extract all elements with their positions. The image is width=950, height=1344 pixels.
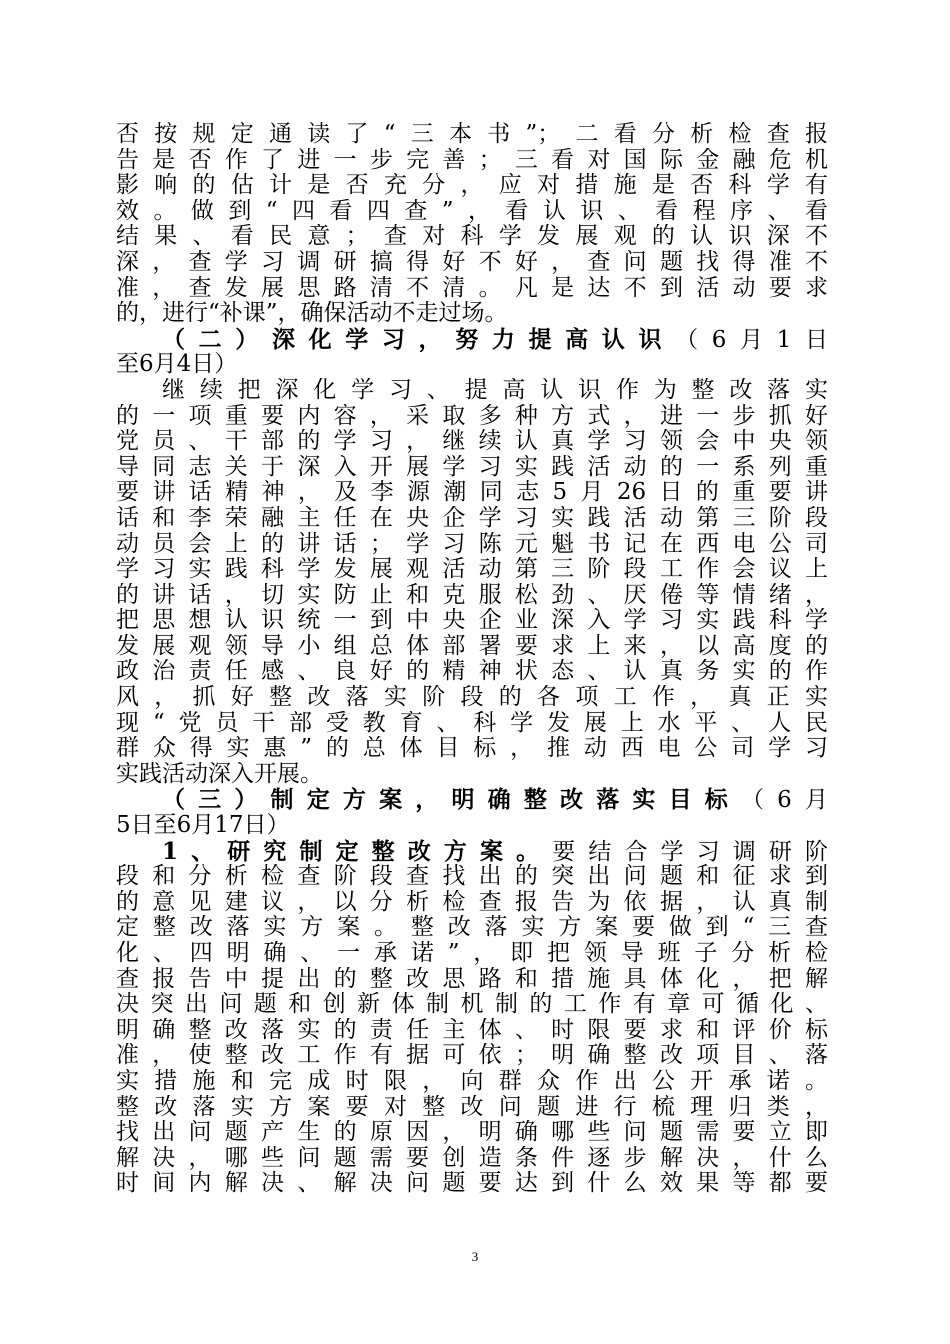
text-line: 深，查学习调研搞得好不好，查问题找得准不 — [116, 249, 828, 275]
text-line: 定整改落实方案。整改落实方案要做到“三查 — [116, 915, 828, 941]
heading-2-date: （6月1日 — [675, 326, 828, 353]
text-line: 告是否作了进一步完善；三看对国际金融危机 — [116, 147, 828, 173]
document-body — [116, 122, 828, 1197]
text-line: 解决，哪些问题需要创造条件逐步解决，什么 — [116, 1145, 828, 1171]
text-line: 时间内解决、解决问题要达到什么效果等都要 — [116, 1171, 828, 1197]
heading-3-title: （三）制定方案，明确整改落实目标 — [162, 787, 741, 814]
text-line: 查报告中提出的整改思路和措施具体化，把解 — [116, 966, 828, 992]
text-line: 结果、看民意；查对科学发展观的认识深不 — [116, 224, 828, 250]
text-line: 话和李荣融主任在央企学习实践活动第三阶段 — [116, 505, 828, 531]
text-line: 影响的估计是否充分，应对措施是否科学有 — [116, 173, 828, 199]
text-line: 风，抓好整改落实阶段的各项工作，真正实 — [116, 685, 828, 711]
paragraph-3-first-line — [116, 839, 828, 865]
text-line: 的，进行“补课”，确保活动不走过场。 — [116, 301, 508, 327]
text-line: 继续把深化学习、提高认识作为整改落实 — [162, 377, 828, 403]
text-line: 现“党员干部受教育、科学发展上水平、人民 — [116, 710, 828, 736]
section-heading-3 — [116, 787, 828, 813]
paragraph-2 — [116, 378, 828, 788]
subsection-lead: 1、研究制定整改方案。 — [162, 838, 553, 865]
text-line: 明确整改落实的责任主体、时限要求和评价标 — [116, 1017, 828, 1043]
text-line: 决突出问题和创新体制机制的工作有章可循化、 — [116, 992, 828, 1018]
paragraph-3-first-line-text: 要结合学习调研阶 — [552, 838, 828, 865]
heading-2-title: （二）深化学习，努力提高认识 — [162, 326, 676, 353]
paragraph-1 — [116, 122, 828, 327]
text-line: 要讲话精神，及李源潮同志5月26日的重要讲 — [116, 480, 828, 506]
text-line: 把思想认识统一到中央企业深入学习实践科学 — [116, 608, 828, 634]
text-line: 的讲话，切实防止和克服松劲、厌倦等情绪， — [116, 582, 828, 608]
text-line: 准，查发展思路清不清。凡是达不到活动要求 — [116, 275, 828, 301]
text-line: 段和分析检查阶段查找出的突出问题和征求到 — [116, 864, 828, 890]
heading-3-date-continued: 5日至6月17日） — [116, 813, 290, 839]
text-line: 学习实践科学发展观活动第三阶段工作会议上 — [116, 557, 828, 583]
text-line: 否按规定通读了“三本书”；二看分析检查报 — [116, 122, 828, 147]
text-line: 效。做到“四看四查”，看认识、看程序、看 — [116, 198, 828, 224]
paragraph-3 — [116, 864, 828, 1197]
section-heading-2 — [116, 327, 828, 353]
text-line: 化、四明确、一承诺”，即把领导班子分析检 — [116, 941, 828, 966]
heading-3-date: （6月 — [741, 787, 828, 814]
text-line: 发展观领导小组总体部署要求上来，以高度的 — [116, 633, 828, 659]
text-line: 准，使整改工作有据可依；明确整改项目、落 — [116, 1043, 828, 1069]
text-line: 群众得实惠”的总体目标，推动西电公司学习 — [116, 736, 828, 762]
page-number: 3 — [471, 1249, 479, 1264]
text-line: 的一项重要内容，采取多种方式，进一步抓好 — [116, 403, 828, 429]
text-line: 的意见建议，以分析检查报告为依据，认真制 — [116, 889, 828, 915]
text-line: 实践活动深入开展。 — [116, 761, 323, 787]
text-line: 动员会上的讲话；学习陈元魁书记在西电公司 — [116, 531, 828, 557]
text-line: 找出问题产生的原因，明确哪些问题需要立即 — [116, 1120, 828, 1146]
text-line: 党员、干部的学习，继续认真学习领会中央领 — [116, 429, 828, 455]
text-line: 实措施和完成时限，向群众作出公开承诺。 — [116, 1068, 828, 1094]
heading-2-date-continued: 至6月4日） — [116, 352, 238, 378]
text-line: 整改落实方案要对整改问题进行梳理归类， — [116, 1094, 828, 1120]
text-line: 导同志关于深入开展学习实践活动的一系列重 — [116, 454, 828, 480]
text-line: 政治责任感、良好的精神状态、认真务实的作 — [116, 659, 828, 685]
